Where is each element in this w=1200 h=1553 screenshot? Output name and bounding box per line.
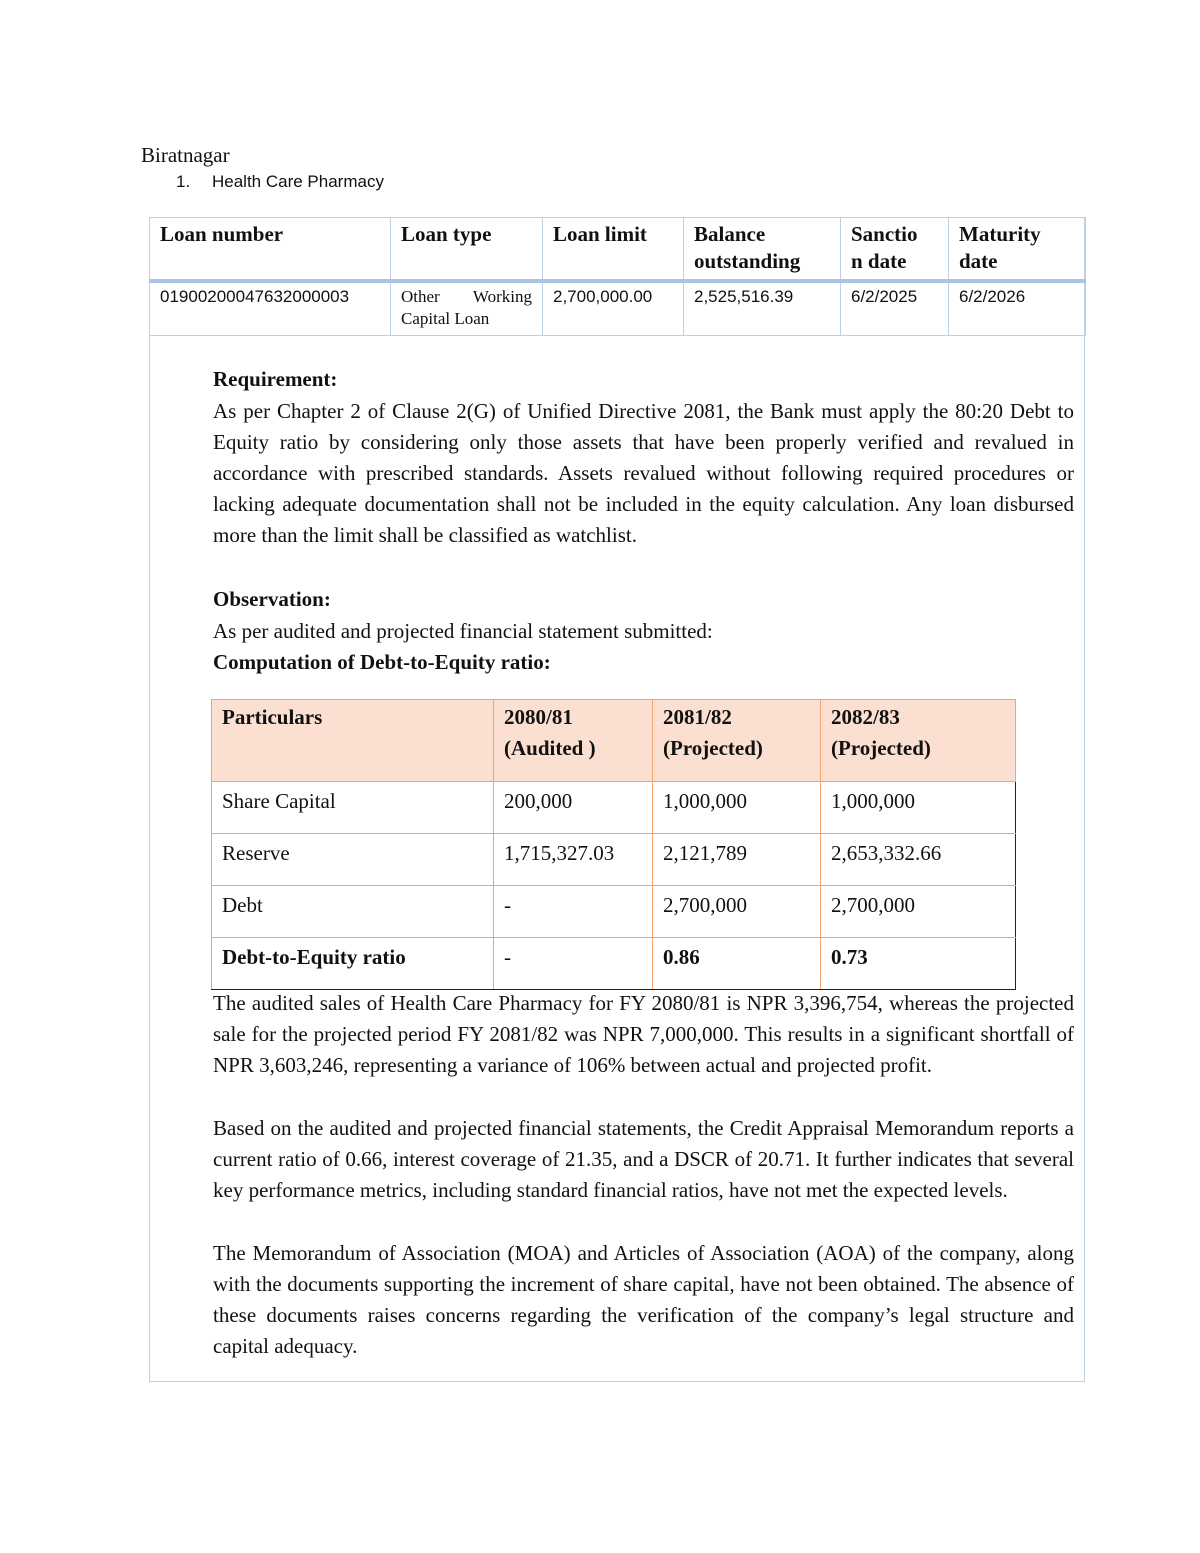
de-header-cell — [653, 700, 821, 782]
observation-line: As per audited and projected financial statement submitted: — [213, 619, 713, 643]
observation-heading: Observation: — [213, 587, 331, 611]
documents-paragraph: The Memorandum of Association (MOA) and Articles of Association (AOA) of the company, along with the documents supporting the increment of share capital, have not been obtained. The absence of these documents raises concerns regarding the verification of the company’s legal structure and capital adequacy. — [213, 1241, 1074, 1358]
sales-paragraph: The audited sales of Health Care Pharmacy for FY 2080/81 is NPR 3,396,754, whereas the projected sale for the projected period FY 2081/82 was NPR 7,000,000. This results in a significant shortfall of NPR 3,603,246, representing a variance of 106% between actual and projected profit. — [213, 991, 1074, 1077]
de-value-cell: 2,121,789 — [653, 834, 821, 886]
debt-equity-table — [211, 699, 1016, 990]
de-header-row — [212, 700, 1016, 782]
de-value-cell: 1,000,000 — [821, 782, 1016, 834]
de-value-cell: 2,653,332.66 — [821, 834, 1016, 886]
de-header-cell — [212, 700, 494, 782]
ratios-paragraph: Based on the audited and projected financial statements, the Credit Appraisal Memorandum reports a current ratio of 0.66, interest coverage of 21.35, and a DSCR of 20.71. It further indicates that several key performance metrics, including standard financial ratios, have not met the expected levels. — [213, 1116, 1074, 1202]
de-value-cell: 2,700,000 — [653, 886, 821, 938]
de-header-cell — [821, 700, 1016, 782]
de-value-cell: - — [494, 938, 653, 990]
requirement-heading: Requirement: — [213, 367, 338, 391]
loan-header-cell: Maturity date — [949, 217, 1086, 281]
de-value-cell: - — [494, 886, 653, 938]
loan-header-cell: Loan limit — [543, 217, 684, 281]
de-header-line: 2082/83 — [831, 705, 900, 729]
loan-number-cell: 01900200047632000003 — [150, 281, 391, 335]
sanction-date-cell: 6/2/2025 — [841, 281, 949, 335]
list-number: 1. — [176, 172, 191, 191]
loan-type-line: Other Working — [401, 287, 532, 306]
de-header-line: 2080/81 — [504, 705, 573, 729]
de-label-cell: Debt — [212, 886, 494, 938]
de-value-cell: 0.73 — [821, 938, 1016, 990]
maturity-date-cell: 6/2/2026 — [949, 281, 1086, 335]
table-row — [212, 938, 1016, 990]
loan-type-cell — [391, 281, 543, 335]
loan-table-header-row — [150, 217, 1086, 281]
loan-table — [149, 217, 1086, 336]
loan-header-cell: Sanctio n date — [841, 217, 949, 281]
table-row — [212, 834, 1016, 886]
de-label-cell: Debt-to-Equity ratio — [212, 938, 494, 990]
list-item-label: Health Care Pharmacy — [212, 172, 384, 191]
de-header-line: (Projected) — [831, 736, 931, 760]
de-value-cell: 1,000,000 — [653, 782, 821, 834]
loan-type-line: Capital Loan — [401, 309, 490, 328]
requirement-text: As per Chapter 2 of Clause 2(G) of Unified Directive 2081, the Bank must apply the 80:20 Debt to Equity ratio by considering only those assets that have been properly verified and revalued in accordance with prescribed standards. Assets revalued without following required procedures or lacking adequate documentation shall not be included in the equity calculation. Any loan disbursed more than the limit shall be classified as watchlist. — [213, 399, 1074, 547]
de-value-cell: 200,000 — [494, 782, 653, 834]
table-row — [150, 281, 1086, 335]
loan-header-cell: Loan type — [391, 217, 543, 281]
balance-outstanding-cell: 2,525,516.39 — [684, 281, 841, 335]
loan-header-cell: Balance outstanding — [684, 217, 841, 281]
city-heading: Biratnagar — [141, 143, 230, 167]
de-header-line: Particulars — [222, 705, 323, 729]
de-label-cell: Share Capital — [212, 782, 494, 834]
table-row — [212, 782, 1016, 834]
computation-heading: Computation of Debt-to-Equity ratio: — [213, 650, 551, 674]
de-header-cell — [494, 700, 653, 782]
de-header-line: (Projected) — [663, 736, 763, 760]
de-label-cell: Reserve — [212, 834, 494, 886]
de-header-line: (Audited ) — [504, 736, 596, 760]
table-row — [212, 886, 1016, 938]
de-value-cell: 2,700,000 — [821, 886, 1016, 938]
loan-header-cell: Loan number — [150, 217, 391, 281]
list-item-client — [176, 172, 384, 192]
de-header-line: 2081/82 — [663, 705, 732, 729]
de-value-cell: 0.86 — [653, 938, 821, 990]
de-value-cell: 1,715,327.03 — [494, 834, 653, 886]
loan-limit-cell: 2,700,000.00 — [543, 281, 684, 335]
